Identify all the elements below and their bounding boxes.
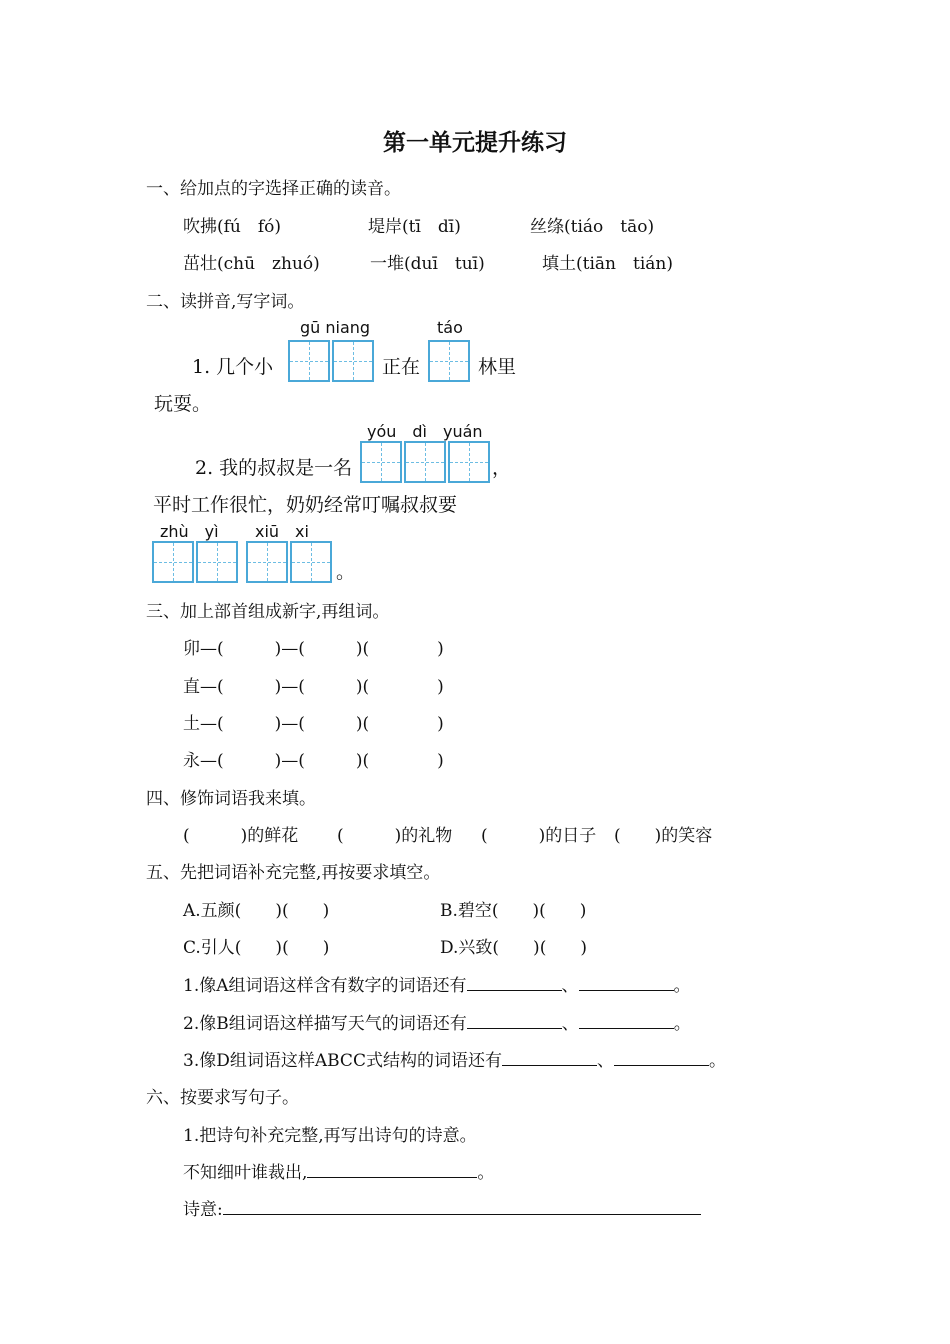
question-text: 平时工作很忙，奶奶经常叮嘱叔叔要 bbox=[153, 494, 458, 516]
question-text: 玩耍。 bbox=[154, 393, 212, 415]
section-4-heading: 四、修饰词语我来填。 bbox=[146, 789, 316, 809]
answer-line[interactable] bbox=[579, 974, 674, 991]
pinyin-label: zhù yì bbox=[160, 522, 219, 541]
question-text: 2.像B组词语这样描写天气的词语还有 bbox=[183, 1014, 467, 1034]
idiom-item: D.兴致( )( ) bbox=[440, 938, 587, 958]
poem-line: 不知细叶谁裁出, 。 bbox=[183, 1163, 495, 1183]
idiom-item: B.碧空( )( ) bbox=[440, 901, 587, 921]
fill-question: 1.像A组词语这样含有数字的词语还有 、 。 bbox=[183, 976, 691, 996]
meaning-label: 诗意: bbox=[183, 1200, 223, 1220]
reading-item: 填土(tiān tián) bbox=[542, 254, 673, 274]
modifier-item: ( )的礼物 bbox=[337, 826, 453, 846]
question-text: 1.像A组词语这样含有数字的词语还有 bbox=[183, 976, 467, 996]
reading-item: 茁壮(chū zhuó) bbox=[183, 254, 320, 274]
reading-item: 一堆(duī tuī) bbox=[370, 254, 485, 274]
modifier-item: ( )的日子 bbox=[481, 826, 597, 846]
section-1-heading: 一、给加点的字选择正确的读音。 bbox=[146, 179, 401, 199]
radical-row: 直—( )—( )( ) bbox=[183, 677, 444, 697]
reading-item: 吹拂(fú fó) bbox=[183, 217, 282, 237]
question-text: 1.把诗句补充完整,再写出诗句的诗意。 bbox=[183, 1126, 477, 1146]
writing-box[interactable] bbox=[290, 541, 332, 583]
question-text: 2. 我的叔叔是一名 bbox=[195, 457, 353, 479]
pinyin-label: xiū xi bbox=[255, 522, 309, 541]
reading-item: 堤岸(tī dī) bbox=[368, 217, 461, 237]
radical-row: 卯—( )—( )( ) bbox=[183, 639, 444, 659]
page-title: 第一单元提升练习 bbox=[383, 129, 567, 156]
answer-line[interactable] bbox=[307, 1161, 477, 1178]
section-5-heading: 五、先把词语补充完整,再按要求填空。 bbox=[146, 863, 441, 883]
question-text: 正在 bbox=[382, 356, 421, 378]
section-3-heading: 三、加上部首组成新字,再组词。 bbox=[146, 602, 390, 622]
writing-box[interactable] bbox=[288, 340, 330, 382]
reading-item: 丝绦(tiáo tāo) bbox=[530, 217, 655, 237]
idiom-item: A.五颜( )( ) bbox=[183, 901, 330, 921]
question-text: 3.像D组词语这样ABCC式结构的词语还有 bbox=[183, 1051, 502, 1071]
pinyin-label: gū niang bbox=[300, 318, 371, 337]
writing-box[interactable] bbox=[428, 340, 470, 382]
answer-line[interactable] bbox=[579, 1012, 674, 1029]
answer-line[interactable] bbox=[467, 1012, 562, 1029]
fill-question: 3.像D组词语这样ABCC式结构的词语还有 、 。 bbox=[183, 1051, 726, 1071]
radical-row: 土—( )—( )( ) bbox=[183, 714, 444, 734]
modifier-item: ( )的鲜花 bbox=[183, 826, 299, 846]
writing-box[interactable] bbox=[448, 441, 490, 483]
poem-text: 不知细叶谁裁出, bbox=[183, 1163, 308, 1183]
writing-box[interactable] bbox=[360, 441, 402, 483]
section-6-heading: 六、按要求写句子。 bbox=[146, 1088, 299, 1108]
question-text: 。 bbox=[336, 561, 356, 583]
answer-line[interactable] bbox=[467, 974, 562, 991]
question-text: 林里 bbox=[478, 356, 517, 378]
modifier-item: ( )的笑容 bbox=[614, 826, 713, 846]
section-2-heading: 二、读拼音,写字词。 bbox=[146, 292, 305, 312]
question-text: 1. 几个小 bbox=[192, 356, 274, 378]
writing-box[interactable] bbox=[152, 541, 194, 583]
pinyin-label: yóu dì yuán bbox=[367, 422, 483, 441]
writing-box[interactable] bbox=[246, 541, 288, 583]
meaning-line bbox=[183, 1195, 701, 1220]
writing-box[interactable] bbox=[332, 340, 374, 382]
radical-row: 永—( )—( )( ) bbox=[183, 751, 444, 771]
answer-line[interactable] bbox=[502, 1049, 597, 1066]
writing-box[interactable] bbox=[196, 541, 238, 583]
answer-line[interactable] bbox=[614, 1049, 709, 1066]
writing-box[interactable] bbox=[404, 441, 446, 483]
answer-line[interactable] bbox=[223, 1198, 701, 1215]
fill-question: 2.像B组词语这样描写天气的词语还有 、 。 bbox=[183, 1014, 691, 1034]
pinyin-label: táo bbox=[437, 318, 463, 337]
question-text: ， bbox=[492, 457, 512, 479]
idiom-item: C.引人( )( ) bbox=[183, 938, 330, 958]
